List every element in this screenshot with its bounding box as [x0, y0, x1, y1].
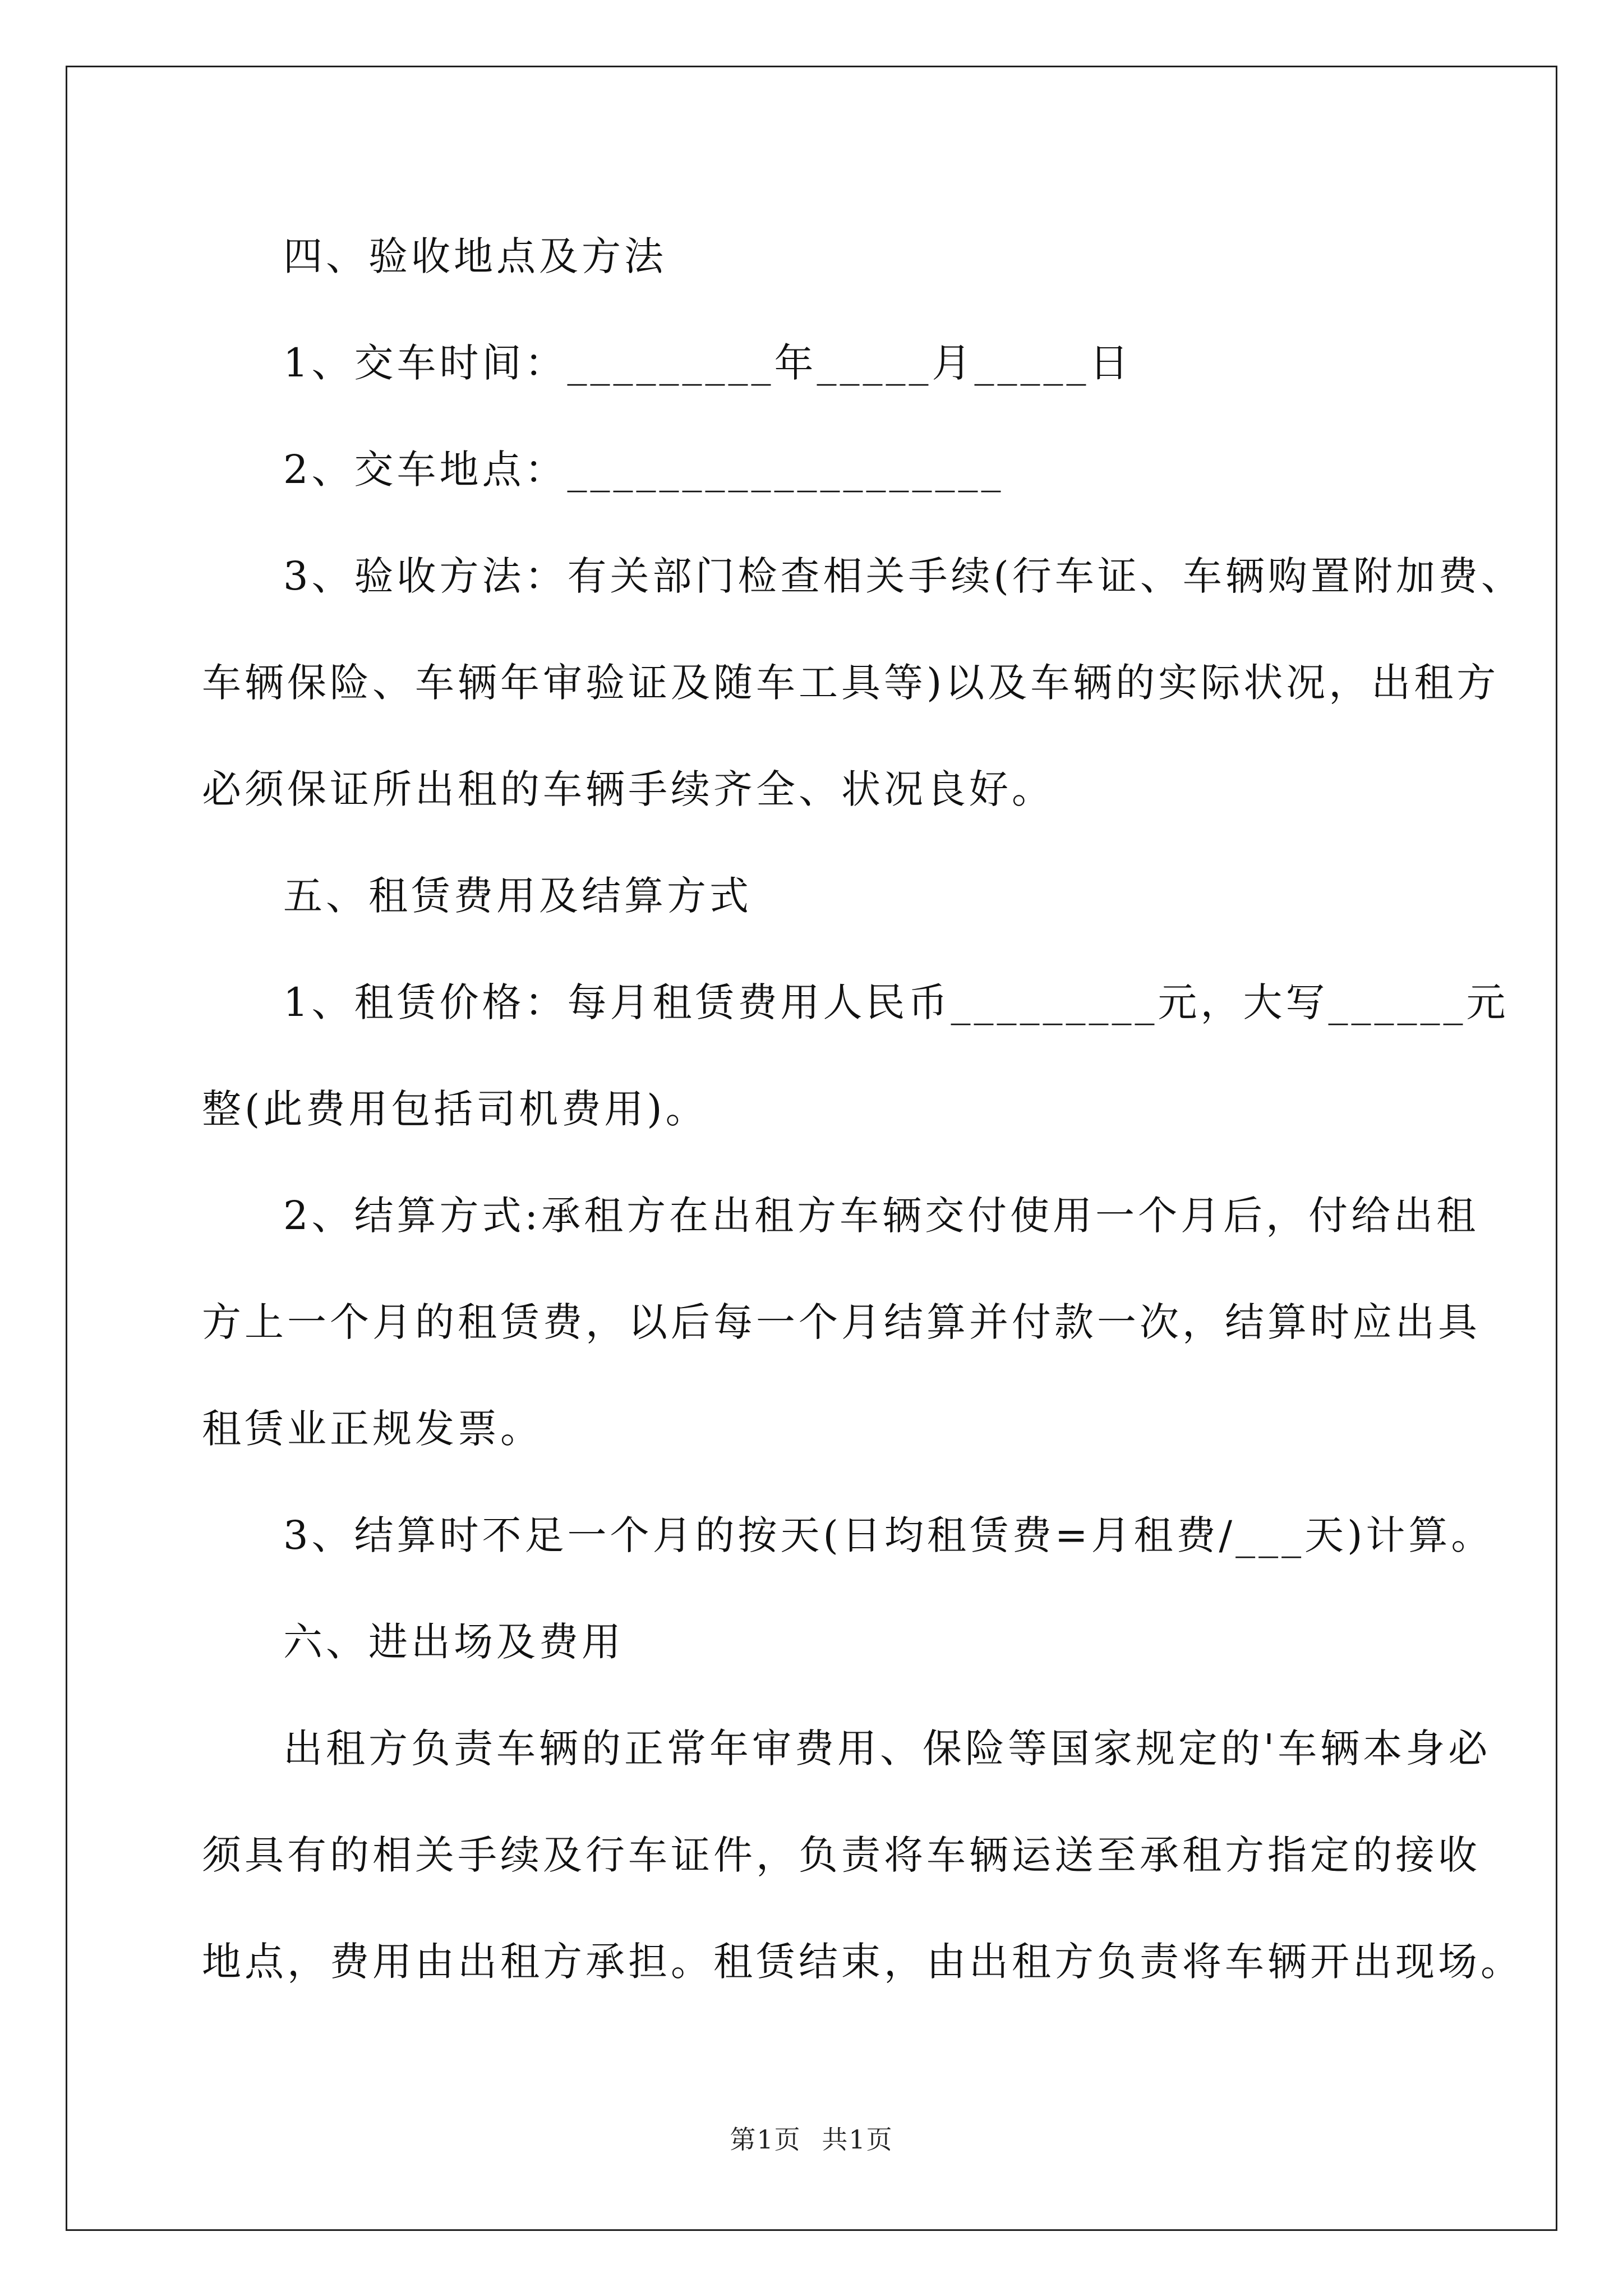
paragraph-line: 1、交车时间：_________年_____月_____日 [283, 340, 1132, 386]
paragraph-line: 方上一个月的租赁费，以后每一个月结算并付款一次，结算时应出具 [202, 1299, 1481, 1345]
paragraph-line: 3、验收方法：有关部门检查相关手续(行车证、车辆购置附加费、 [283, 553, 1524, 599]
paragraph-line: 出租方负责车辆的正常年审费用、保险等国家规定的'车辆本身必 [283, 1726, 1491, 1772]
page-footer [0, 2119, 1623, 2156]
page-number: 第1页 [730, 2124, 801, 2155]
paragraph-line: 整(此费用包括司机费用)。 [202, 1086, 708, 1132]
paragraph-line: 车辆保险、车辆年审验证及随车工具等)以及车辆的实际状况，出租方 [202, 660, 1500, 706]
paragraph-line: 须具有的相关手续及行车证件，负责将车辆运送至承租方指定的接收 [202, 1832, 1481, 1878]
document-body [202, 203, 1524, 2015]
paragraph-line: 3、结算时不足一个月的按天(日均租赁费=月租费/___天)计算。 [283, 1512, 1494, 1558]
paragraph-line: 2、结算方式:承租方在出租方车辆交付使用一个月后，付给出租 [283, 1193, 1479, 1239]
paragraph-line: 必须保证所出租的车辆手续齐全、状况良好。 [202, 766, 1054, 812]
page-total: 共1页 [822, 2124, 893, 2155]
section-heading-entry-exit: 六、进出场及费用 [283, 1619, 624, 1665]
paragraph-line: 地点，费用由出租方承担。租赁结束，由出租方负责将车辆开出现场。 [202, 1939, 1523, 1985]
section-heading-acceptance: 四、验收地点及方法 [283, 233, 667, 279]
section-heading-fees: 五、租赁费用及结算方式 [283, 873, 752, 919]
paragraph-line: 1、租赁价格：每月租赁费用人民币_________元，大写______元 [283, 979, 1509, 1025]
paragraph-line: 2、交车地点：___________________ [283, 447, 1004, 493]
paragraph-line: 租赁业正规发票。 [202, 1406, 543, 1452]
